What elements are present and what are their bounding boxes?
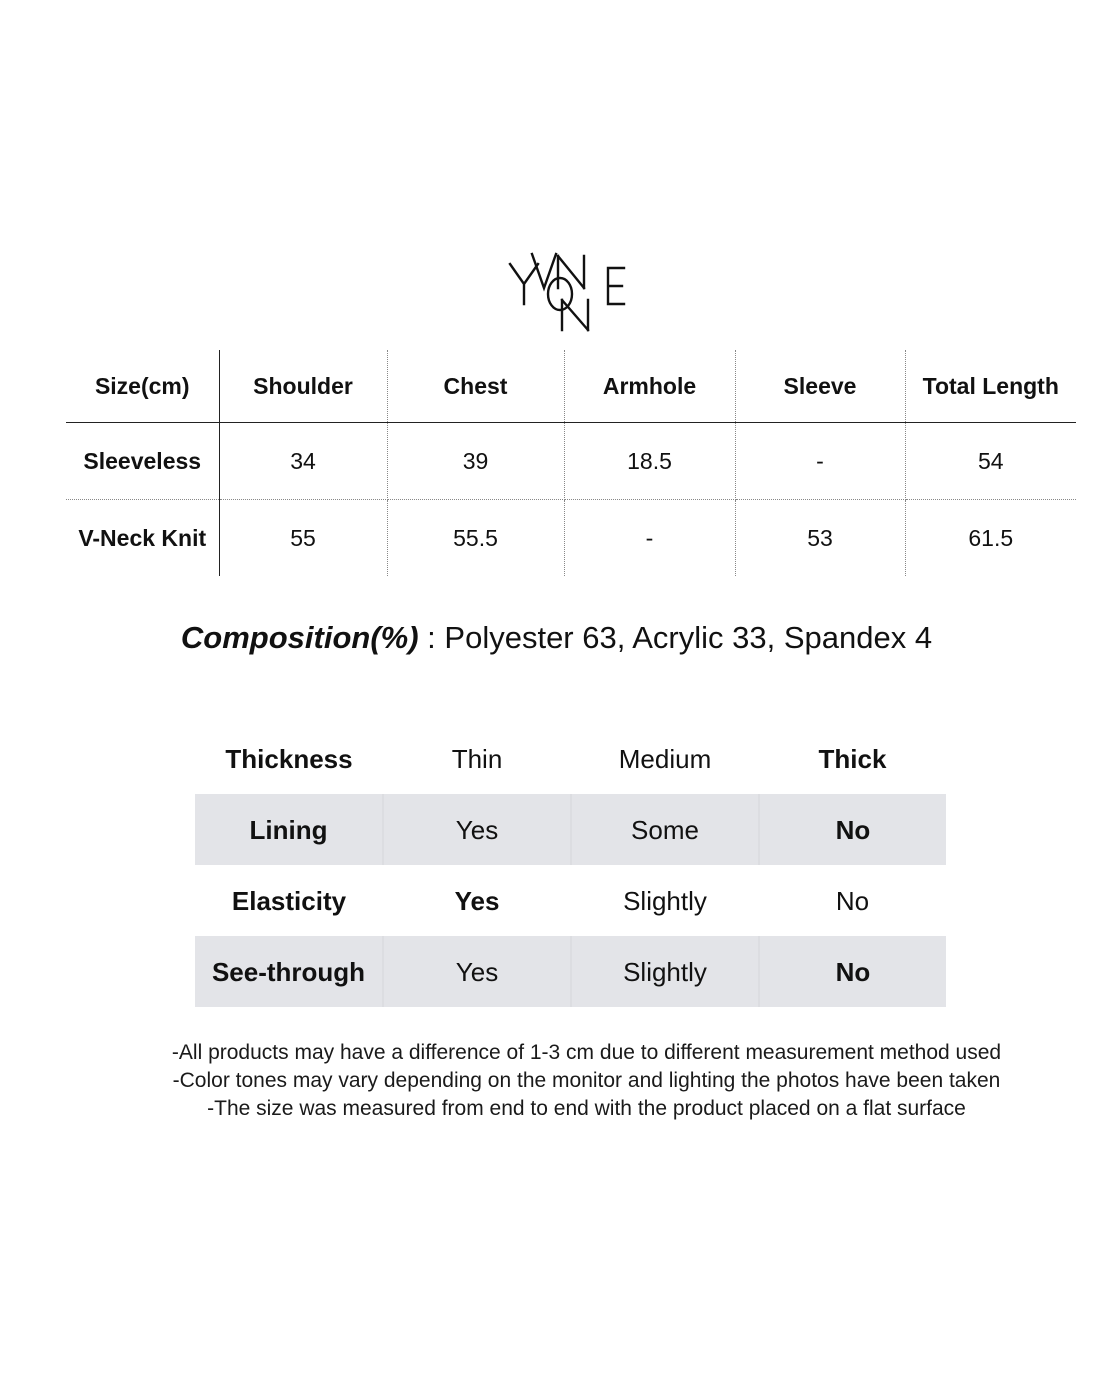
note-color: -Color tones may vary depending on the monitor and lighting the photos have been taken xyxy=(172,1069,1001,1092)
size-header-total-length: Total Length xyxy=(905,350,1076,423)
fabric-row-lining xyxy=(195,794,946,865)
size-row-sleeveless xyxy=(66,423,1076,500)
brand-logo xyxy=(500,248,640,334)
fabric-row-label: Lining xyxy=(195,794,383,865)
size-cell-chest: 39 xyxy=(387,423,564,500)
fabric-option: Slightly xyxy=(571,936,759,1007)
size-cell-chest: 55.5 xyxy=(387,500,564,577)
size-table-header-row xyxy=(66,350,1076,423)
fabric-option-selected: Thick xyxy=(818,743,887,774)
size-header-shoulder: Shoulder xyxy=(219,350,387,423)
size-cell-sleeve: 53 xyxy=(735,500,905,577)
size-row-label: V-Neck Knit xyxy=(66,500,219,577)
brand-logo-mark xyxy=(500,248,640,334)
size-table xyxy=(66,350,1076,576)
size-header-sleeve: Sleeve xyxy=(735,350,905,423)
composition-label: Composition(%) xyxy=(180,620,419,655)
fabric-table xyxy=(195,723,946,1007)
note-flat-surface: -The size was measured from end to end with the product placed on a flat surface xyxy=(207,1097,966,1120)
fabric-option: Medium xyxy=(618,743,712,774)
size-cell-armhole: 18.5 xyxy=(564,423,735,500)
size-row-label: Sleeveless xyxy=(66,423,219,500)
size-cell-total-length: 61.5 xyxy=(968,524,1014,551)
size-header-size: Size(cm) xyxy=(66,350,219,423)
fabric-option-selected: No xyxy=(759,936,946,1007)
size-cell-shoulder: 34 xyxy=(219,423,387,500)
size-cell-sleeve: - xyxy=(735,423,905,500)
fabric-row-label: See-through xyxy=(195,936,383,1007)
composition-value: Polyester 63, Acrylic 33, Spandex 4 xyxy=(444,620,933,655)
size-header-armhole: Armhole xyxy=(564,350,735,423)
logo-letter-n-upper xyxy=(558,256,584,288)
fabric-row-thickness xyxy=(195,723,946,794)
fabric-option-selected: No xyxy=(759,794,946,865)
fabric-option-selected: Yes xyxy=(454,885,500,916)
logo-letter-o xyxy=(548,278,572,310)
fabric-option: Yes xyxy=(383,936,571,1007)
logo-letter-n-lower xyxy=(562,300,588,330)
fabric-row-label: Elasticity xyxy=(231,885,347,916)
notes xyxy=(0,1039,1113,1123)
composition-separator: : xyxy=(418,620,445,655)
fabric-option: Yes xyxy=(383,794,571,865)
fabric-option: No xyxy=(835,885,870,916)
size-header-chest: Chest xyxy=(387,350,564,423)
fabric-row-label: Thickness xyxy=(225,743,353,774)
size-cell-armhole: - xyxy=(564,500,735,577)
logo-letter-e xyxy=(608,268,624,304)
fabric-row-elasticity xyxy=(195,865,946,936)
fabric-option: Some xyxy=(571,794,759,865)
logo-letter-y xyxy=(510,264,538,304)
fabric-option: Slightly xyxy=(623,885,707,916)
composition-line xyxy=(0,618,1113,658)
size-cell-shoulder: 55 xyxy=(219,500,387,577)
note-measurement: -All products may have a difference of 1-3 cm due to different measurement method used xyxy=(171,1041,1002,1064)
fabric-option: Thin xyxy=(451,743,503,774)
size-cell-total-length: 54 xyxy=(905,423,1076,500)
fabric-row-see-through xyxy=(195,936,946,1007)
size-row-v-neck-knit xyxy=(66,500,1076,577)
